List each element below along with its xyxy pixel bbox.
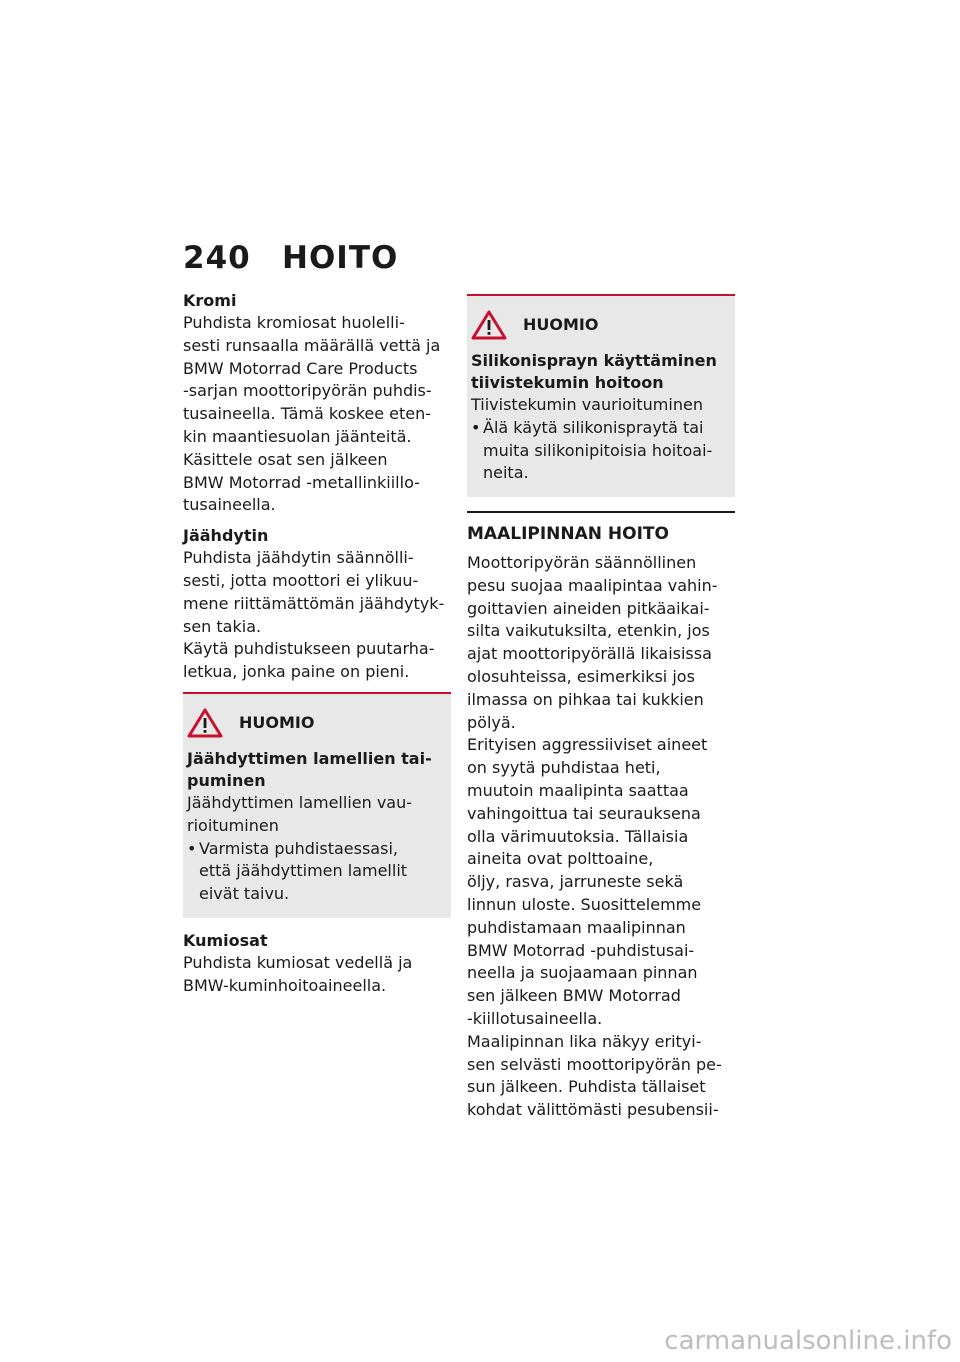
- text-line: muutoin maalipinta saattaa: [467, 780, 689, 800]
- text-line: Jäähdyttimen lamellien vau-: [187, 792, 413, 812]
- text-line: sesti, jotta moottori ei ylikuu-: [183, 570, 419, 590]
- warning-triangle-icon: [471, 310, 507, 340]
- text-line: BMW Motorrad Care Products: [183, 358, 418, 378]
- notice-bullet: [187, 838, 441, 906]
- text-line: tusaineella.: [183, 495, 276, 515]
- text-line: tiivistekumin hoitoon: [471, 373, 664, 392]
- text-line: Maalipinnan lika näkyy erityi-: [467, 1031, 702, 1051]
- right-column: [467, 290, 735, 1122]
- radiator-body: [183, 547, 451, 684]
- text-line: ilmassa on pihkaa tai kukkien: [467, 689, 704, 709]
- text-line: letkua, jonka paine on pieni.: [183, 662, 410, 682]
- text-line: kin maantiesuolan jäänteitä.: [183, 426, 412, 446]
- text-line: neella ja suojaamaan pinnan: [467, 963, 698, 983]
- text-line: mene riittämättömän jäähdytyk-: [183, 593, 445, 613]
- notice-header: [187, 708, 441, 738]
- text-line: olla värimuutoksia. Tällaisia: [467, 826, 689, 846]
- notice-title: [471, 350, 725, 394]
- text-line: olosuhteissa, esimerkiksi jos: [467, 666, 695, 686]
- text-line: Varmista puhdistaessasi,: [199, 838, 398, 858]
- text-line: Tiivistekumin vaurioituminen: [471, 395, 703, 414]
- text-line: silta vaikutuksilta, etenkin, jos: [467, 621, 710, 641]
- radiator-heading: Jäähdytin: [183, 526, 269, 546]
- page-header: [183, 240, 399, 276]
- bullet-dot-icon: •: [471, 417, 481, 437]
- bullet-dot-icon: •: [187, 838, 197, 858]
- text-line: sen takia.: [183, 616, 262, 636]
- text-line: öljy, rasva, jarruneste sekä: [467, 872, 684, 892]
- text-line: pölyä.: [467, 712, 516, 732]
- text-line: Silikonisprayn käyttäminen: [471, 351, 717, 370]
- text-line: Puhdista kromiosat huolelli-: [183, 313, 405, 332]
- notice-bullet: [471, 417, 725, 485]
- text-line: BMW Motorrad -puhdistusai-: [467, 940, 695, 960]
- text-line: Puhdista jäähdytin säännölli-: [183, 548, 414, 568]
- notice-label: HUOMIO: [523, 314, 599, 334]
- chrome-body: [183, 312, 451, 517]
- text-line: on syytä puhdistaa heti,: [467, 758, 661, 778]
- page-number: 240: [183, 240, 251, 276]
- text-line: Älä käytä silikonispraytä tai: [483, 417, 704, 437]
- notice-title: [187, 748, 441, 792]
- chapter-title: HOITO: [282, 240, 399, 276]
- text-line: vahingoittua tai seurauksena: [467, 803, 701, 823]
- section-title: MAALIPINNAN HOITO: [467, 511, 735, 546]
- text-line: eivät taivu.: [199, 884, 290, 904]
- rubber-body: [183, 952, 451, 998]
- text-line: pesu suojaa maalipintaa vahin-: [467, 575, 718, 595]
- rubber-heading: Kumiosat: [183, 930, 268, 950]
- notice-box: [183, 692, 451, 918]
- text-line: BMW-kuminhoitoaineella.: [183, 975, 387, 995]
- text-line: sen selvästi moottoripyörän pe-: [467, 1054, 722, 1074]
- text-line: tusaineella. Tämä koskee eten-: [183, 404, 432, 424]
- text-line: goittavien aineiden pitkäaikai-: [467, 598, 710, 618]
- paint-body: [467, 552, 735, 1122]
- text-line: BMW Motorrad -metallinkiillo-: [183, 472, 420, 492]
- text-line: -kiillotusaineella.: [467, 1008, 603, 1028]
- text-line: sun jälkeen. Puhdista tällaiset: [467, 1077, 706, 1097]
- text-line: rioituminen: [187, 815, 279, 835]
- text-line: aineita ovat polttoaine,: [467, 849, 654, 869]
- text-line: neita.: [483, 463, 529, 483]
- text-line: Moottoripyörän säännöllinen: [467, 552, 697, 572]
- notice-risk: [187, 792, 441, 838]
- text-line: sen jälkeen BMW Motorrad: [467, 986, 681, 1006]
- notice-risk: [471, 394, 725, 417]
- text-line: -sarjan moottoripyörän puhdis-: [183, 381, 432, 401]
- chrome-heading: Kromi: [183, 291, 237, 310]
- text-line: muita silikonipitoisia hoitoai-: [483, 440, 713, 460]
- text-line: Käytä puhdistukseen puutarha-: [183, 639, 435, 659]
- text-line: Erityisen aggressiiviset aineet: [467, 735, 708, 755]
- text-line: puhdistamaan maalipinnan: [467, 917, 686, 937]
- text-line: Käsittele osat sen jälkeen: [183, 449, 388, 469]
- notice-box: [467, 294, 735, 497]
- text-line: Jäähdyttimen lamellien tai-: [187, 748, 432, 768]
- text-line: linnun uloste. Suosittelemme: [467, 894, 702, 914]
- text-line: Puhdista kumiosat vedellä ja: [183, 952, 413, 972]
- text-line: kohdat välittömästi pesubensii-: [467, 1100, 719, 1120]
- text-line: sesti runsaalla määrällä vettä ja: [183, 335, 441, 355]
- notice-label: HUOMIO: [239, 712, 315, 732]
- notice-header: [471, 310, 725, 340]
- text-line: että jäähdyttimen lamellit: [199, 861, 408, 881]
- left-column: [183, 290, 451, 998]
- warning-triangle-icon: [187, 708, 223, 738]
- watermark: carmanualsonline.info: [664, 1326, 952, 1356]
- text-line: puminen: [187, 770, 266, 790]
- text-line: ajat moottoripyörällä likaisissa: [467, 644, 712, 664]
